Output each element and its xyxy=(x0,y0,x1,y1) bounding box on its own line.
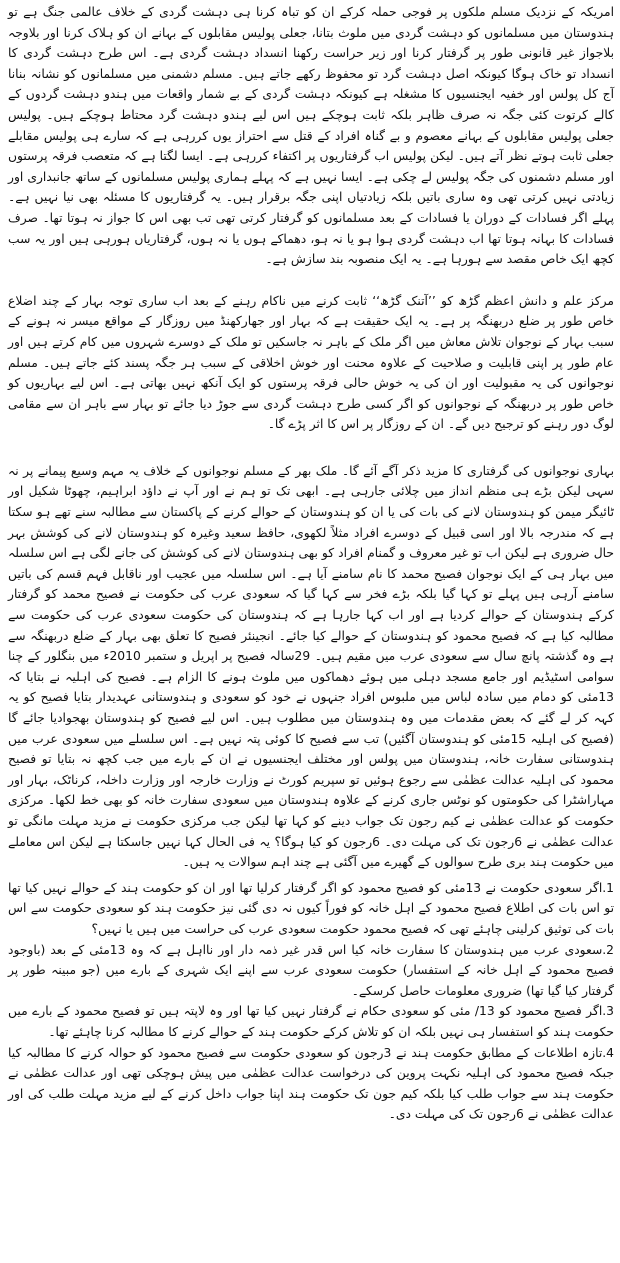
article-paragraph: بہاری نوجوانوں کی گرفتاری کا مزید ذکر آگے آئے گا۔ ملک بھر کے مسلم نوجوانوں کے خلاف یہ مہم وسیع پیمانے پر نہ سہی لیکن بڑے ہی منظم انداز میں چلائی جارہی ہے۔ ابھی تک تو ہم نے اور آپ نے داؤد ابراہیم، چھوٹا شکیل اور ٹائیگر میمن کو ہندوستان لانے کی بات کی یا ان کو ہندوستان کے حوالے کرنے کے پاکستان سے مطالبہ سنے تھے ہو سکتا ہے کہ مندرجہ بالا اور اسی قبیل کے دوسرے افراد مثلاً لکھوی، حافظ سعید وغیرہ کو ہندوستان لانے کی کوشش بہر حال ضروری ہے لیکن اب تو غیر معروف و گمنام افراد کو بھی ہندوستان لانے کی کوشش کی جانے لگی ہے اس سلسلہ میں بہار ہی کے ایک نوجوان فصیح محمد کا نام سامنے آیا ہے۔ اس سلسلہ میں عجیب اور ناقابل فہم قسم کی باتیں سامنے آرہی ہیں پہلے تو کہا گیا بلکہ بڑے فخر سے کہا گیا کہ سعودی عرب کی حکومت نے فصیح محمد کو گرفتار کرکے ہندوستان کے حوالے کردیا ہے اور اب کہا جارہا ہے کہ ہندوستان کی حکومت سعودی عرب کی حکومت سے مطالبہ کیا ہے کہ فصیح محمود کو ہندوستان کے حوالے کیا جائے۔ انجینئر فصیح کا تعلق بھی بہار کے ضلع دربھنگہ سے ہے وہ گذشتہ پانچ سال سے سعودی عرب میں مقیم ہیں۔ 29سالہ فصیح پر اپریل و ستمبر 2010ء میں بنگلور کے چنا سوامی اسٹیڈیم اور جامع مسجد دہلی میں ہوئے دھماکوں میں ملوث ہونے کا الزام ہے۔ فصیح کی اہلیہ نے بتایا کہ 13مئی کو دمام میں سادہ لباس میں ملبوس افراد جنہوں نے خود کو سعودی و ہندوستانی عہدیدار بتایا فصیح کو یہ کہہ کر لے گئے کہ بعض مقدمات میں وہ ہندوستان میں مطلوب ہیں۔ اس لیے فصیح کو ہندوستان بھجوادیا جائے گا (فصیح کی اہلیہ 15مئی کو ہندوستان آگئیں) تب سے فصیح کا کوئی پتہ نہیں ہے۔ اس سلسلے میں سعودی عرب میں ہندوستانی سفارت خانہ، ہندوستان میں پولس اور مختلف ایجنسیوں نے ان کے بارے میں جب کچھ نہ بتایا تو فصیح محمود کی اہلیہ عدالت عظمٰی سے رجوع ہوئیں تو سپریم کورٹ نے وزارت خارجہ اور وزارت داخلہ، کرناٹک، بہار اور مہاراشٹرا کی حکومتوں کو نوٹس جاری کرنے کے علاوہ ہندوستان میں سعودی سفارت خانہ کو بھی خط لکھا۔ مرکزی حکومت کو عدالت عظمٰی نے کیم رجون تک جواب دینے کو کہا تھا لیکن جب مرکزی حکومت نے مزید مہلت مانگی تو عدالت عظمٰی نے 6رجون تک کی مہلت دی۔ 6رجون کو کیا ہوگا؟ یہ فی الحال کہا نہیں جاسکتا ہے لیکن اس معاملے میں حکومت ہند بری طرح سوالوں کے گھیرے میں آگئی ہے چند اہم سوالات یہ ہیں۔ xyxy=(8,463,614,870)
list-item: 4.تازہ اطلاعات کے مطابق حکومت ہند نے 3رجون کو سعودی حکومت سے فصیح محمود کو حوالہ کرنے کا مطالبہ کیا جبکہ فصیح محمود کی اہلیہ نکہت پروین کی درخواست عدالت عظمٰی میں پیش ہوچکی تھی اور عدالت عظمٰی نے حکومت ہند سے جواب طلب کیا بلکہ کیم جون تک حکومت ہند اپنا جواب داخل کرنے کے لیے مزید مہلت طلب کی اور عدالت عظمٰی نے 6رجون تک کی مہلت دی۔ xyxy=(8,1045,614,1122)
paragraph-gap xyxy=(8,270,614,291)
list-item: 3.اگر فصیح محمود کو 13/ مئی کو سعودی حکام نے گرفتار نہیں کیا تھا اور وہ لاپتہ ہیں تو فصیح محمود کے بارے میں حکومت ہند کو استفسار ہی نہیں بلکہ ان کو تلاش کرکے حکومت ہند کے حوالے کرنے کا مطالبہ کرنا چاہئے تھا۔ xyxy=(8,1004,614,1039)
list-item: 1.اگر سعودی حکومت نے 13مئی کو فصیح محمود کو اگر گرفتار کرلیا تھا اور ان کو حکومت ہند کے حوالے نہیں کیا تھا تو اس بات کی اطلاع فصیح محمود کے اہل خانہ کو فوراً کیوں نہ دی گئی نیز حکومت ہند کو سعودی حکومت سے اس بات کی توثیق کرلینی چاہئے تھی کہ فصیح محمود حکومت سعودی عرب کی حراست میں ہیں یا نہیں؟ xyxy=(8,880,614,936)
paragraph-gap xyxy=(8,435,614,461)
article-paragraph: مرکز علم و دانش اعظم گڑھ کو ’’آتنک گڑھ‘‘ ثابت کرنے میں ناکام رہنے کے بعد اب ساری توجہ بہار کے چند اضلاع خاص طور پر ضلع دربھنگہ پر ہے۔ یہ ایک حقیقت ہے کہ بہار اور جھارکھنڈ میں روزگار کے مواقع میسر نہ ہونے کے سبب بہار کے نوجوان تلاش معاش میں اگر ملک کے باہر نہ جاسکیں تو ملک کے دوسرے شہروں میں کام کرتے ہیں اور عام طور پر اپنی قابلیت و صلاحیت کے علاوہ محنت اور خوش اخلاقی کے سبب ہر جگہ پسند کئے جاتے ہیں۔ مسلم نوجوانوں کی یہ مقبولیت اور ان کی یہ خوش حالی فرقہ پرستوں کو ایک آنکھ نہیں بھاتی ہے۔ اس لیے بہاریوں کو خاص طور پر دربھنگہ کے نوجوانوں کو اگر کسی طرح دہشت گردی سے جوڑ دیا جائے تو بہار سے باہر ان سے مقامی لوگ دور رہنے کو ترجیح دیں گے۔ ان کے روزگار پر اس کا اثر پڑے گا۔ xyxy=(8,293,614,432)
article-paragraph: امریکہ کے نزدیک مسلم ملکوں پر فوجی حملہ کرکے ان کو تباہ کرنا ہی دہشت گردی کے خلاف عالمی جنگ ہے تو ہندوستان میں مسلمانوں کو دہشت گردی میں ملوث بتانا، جعلی پولیس مقابلوں کے بہانے ان کو ہلاک کرنا اور بلاوجہ بلاجواز غیر قانونی طور پر گرفتار کرنا اور زیر حراست رکھنا انسداد دہشت گردی ہے۔ اس طرح دہشت گردی کا انسداد تو خاک ہوگا کیونکہ اصل دہشت گرد تو محفوظ رکھے جاتے ہیں۔ مسلم دشمنی میں مسلمانوں کو نشانہ بنانا آج کل پولس اور خفیہ ایجنسیوں کا مشغلہ ہے کیونکہ دہشت گردی کے بے شمار واقعات میں ہندو دہشت گردوں کے کالے کرتوت کئی جگہ نہ صرف ظاہر بلکہ ثابت ہوچکے ہیں اس لیے ہندو دہشت گرد محتاط ہوچکے ہیں۔ پولیس جعلی پولیس مقابلوں کے بہانے معصوم و بے گناہ افراد کے قتل سے احتراز یوں کررہی ہے کہ سارے ہی پولیس مقابلے جعلی ثابت ہوتے نظر آتے ہیں۔ لیکن پولیس اب گرفتاریوں پر اکتفاء کررہی ہے۔ ایسا لگتا ہے کہ متعصب فرقہ پرستوں اور مسلم دشمنوں کی جگہ پولیس لے چکی ہے۔ ایسا نہیں ہے کہ پہلے ہماری پولیس مسلمانوں کے ساتھ جانبداری اور زیادتی نہیں کرتی تھی وہ ساری باتیں بلکہ زیادتیاں اپنی جگہ برقرار ہیں۔ یہ گرفتاریوں کا مسئلہ بھی نیا نہیں ہے۔ پہلے اگر فسادات کے دوران یا فسادات کے بعد مسلمانوں کو گرفتار کرتی تھی تب بھی اس کا جواز نہ ہوتا تھا۔ صرف فسادات کا بہانہ ہوتا تھا اب دہشت گردی ہوا ہو یا نہ ہو، دھماکے ہوں یا نہ ہوں، گرفتاریاں ہورہی ہیں اور یہ سب کچھ ایک خاص مقصد سے ہورہا ہے۔ یہ ایک منصوبہ بند سازش ہے۔ xyxy=(8,5,614,267)
list-item: 2.سعودی عرب میں ہندوستان کا سفارت خانہ کیا اس قدر غیر ذمہ دار اور نااہل ہے کہ وہ 13مئی کے بعد (باوجود فصیح محمود کے اہل خانہ کے استفسار) حکومت سعودی عرب سے اپنے ایک شہری کے بارے میں (جو مبینہ طور پر گرفتار کیا گیا تھا) ضروری معلومات حاصل کرسکے۔ xyxy=(8,942,614,998)
questions-list xyxy=(8,878,614,1125)
